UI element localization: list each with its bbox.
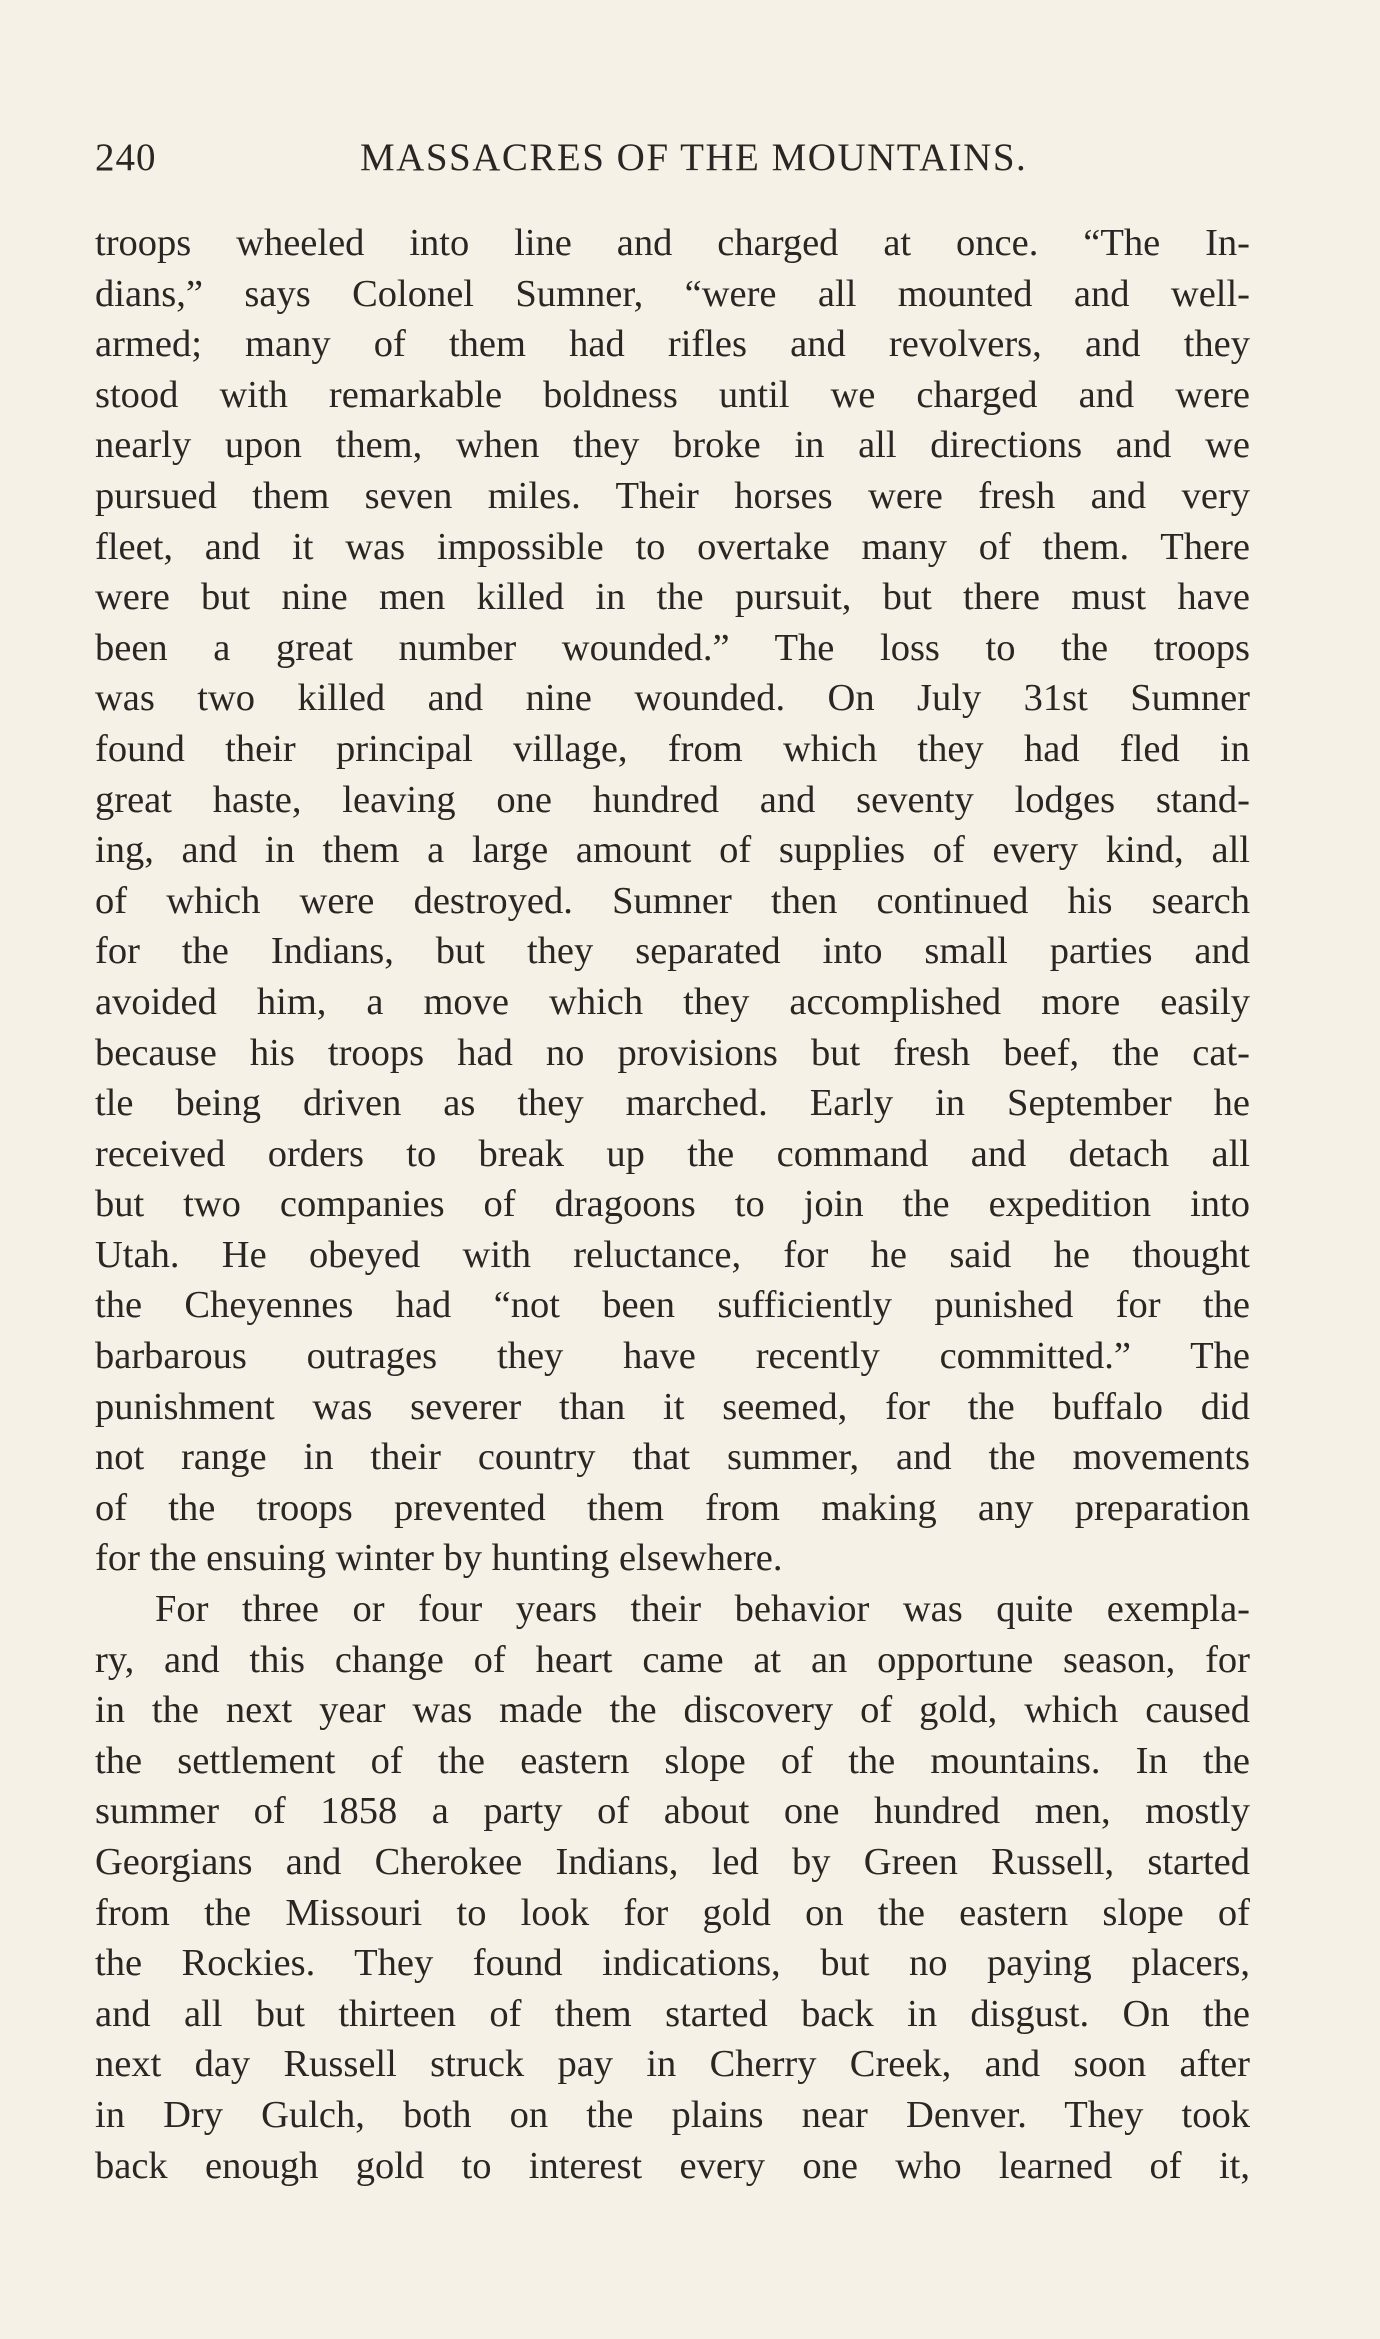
text-line: the Cheyennes had “not been sufficiently punished for the	[95, 1284, 1250, 1327]
text-line: punishment was severer than it seemed, for the buffalo did	[95, 1385, 1250, 1428]
text-line: from the Missouri to look for gold on the eastern slope of	[95, 1891, 1250, 1934]
text-line: dians,” says Colonel Sumner, “were all mounted and well-	[95, 272, 1250, 315]
text-line: troops wheeled into line and charged at once. “The In-	[95, 222, 1250, 264]
text-line: of which were destroyed. Sumner then continued his search	[95, 879, 1250, 922]
text-line: for the Indians, but they separated into small parties and	[95, 930, 1250, 973]
text-line: armed; many of them had rifles and revolvers, and they	[95, 323, 1250, 366]
text-line: and all but thirteen of them started back in disgust. On the	[95, 1992, 1250, 2035]
text-line: found their principal village, from which they had fled in	[95, 727, 1250, 770]
text-line: Georgians and Cherokee Indians, led by Green Russell, started	[95, 1841, 1250, 1883]
text-line: barbarous outrages they have recently committed.” The	[95, 1335, 1250, 1378]
text-line: because his troops had no provisions but fresh beef, the cat-	[95, 1031, 1250, 1074]
text-line: next day Russell struck pay in Cherry Creek, and soon after	[95, 2043, 1250, 2086]
text-line: summer of 1858 a party of about one hundred men, mostly	[95, 1790, 1250, 1833]
text-line: Utah. He obeyed with reluctance, for he said he thought	[95, 1233, 1250, 1276]
paragraph-start-line: For three or four years their behavior was quite exempla-	[155, 1588, 1250, 1631]
text-line: in Dry Gulch, both on the plains near Denver. They took	[95, 2093, 1250, 2136]
text-line: tle being driven as they marched. Early in September he	[95, 1082, 1250, 1125]
text-line: but two companies of dragoons to join the expedition into	[95, 1183, 1250, 1226]
text-line: were but nine men killed in the pursuit, but there must have	[95, 576, 1250, 619]
paragraph-end-line: for the ensuing winter by hunting elsewhere.	[95, 1537, 783, 1580]
text-line: received orders to break up the command and detach all	[95, 1132, 1250, 1175]
text-line: avoided him, a move which they accomplished more easily	[95, 980, 1250, 1023]
running-title: MASSACRES OF THE MOUNTAINS.	[360, 136, 1028, 179]
text-line: not range in their country that summer, and the movements	[95, 1436, 1250, 1479]
text-line: pursued them seven miles. Their horses were fresh and very	[95, 474, 1250, 517]
text-line: ry, and this change of heart came at an opportune season, for	[95, 1638, 1250, 1681]
text-line: nearly upon them, when they broke in all directions and we	[95, 424, 1250, 467]
text-line: back enough gold to interest every one who learned of it,	[95, 2144, 1250, 2187]
text-line: of the troops prevented them from making any preparation	[95, 1486, 1250, 1529]
running-head	[95, 135, 1245, 185]
page-number: 240	[95, 136, 157, 179]
text-line: the Rockies. They found indications, but no paying placers,	[95, 1942, 1250, 1985]
text-line: was two killed and nine wounded. On July 31st Sumner	[95, 677, 1250, 720]
text-line: stood with remarkable boldness until we charged and were	[95, 373, 1250, 416]
text-line: been a great number wounded.” The loss to the troops	[95, 626, 1250, 669]
text-line: great haste, leaving one hundred and seventy lodges stand-	[95, 778, 1250, 821]
body-text	[95, 218, 1250, 2191]
text-line: in the next year was made the discovery of gold, which caused	[95, 1689, 1250, 1732]
text-line: ing, and in them a large amount of supplies of every kind, all	[95, 829, 1250, 872]
text-line: fleet, and it was impossible to overtake many of them. There	[95, 525, 1250, 568]
text-line: the settlement of the eastern slope of the mountains. In the	[95, 1739, 1250, 1782]
